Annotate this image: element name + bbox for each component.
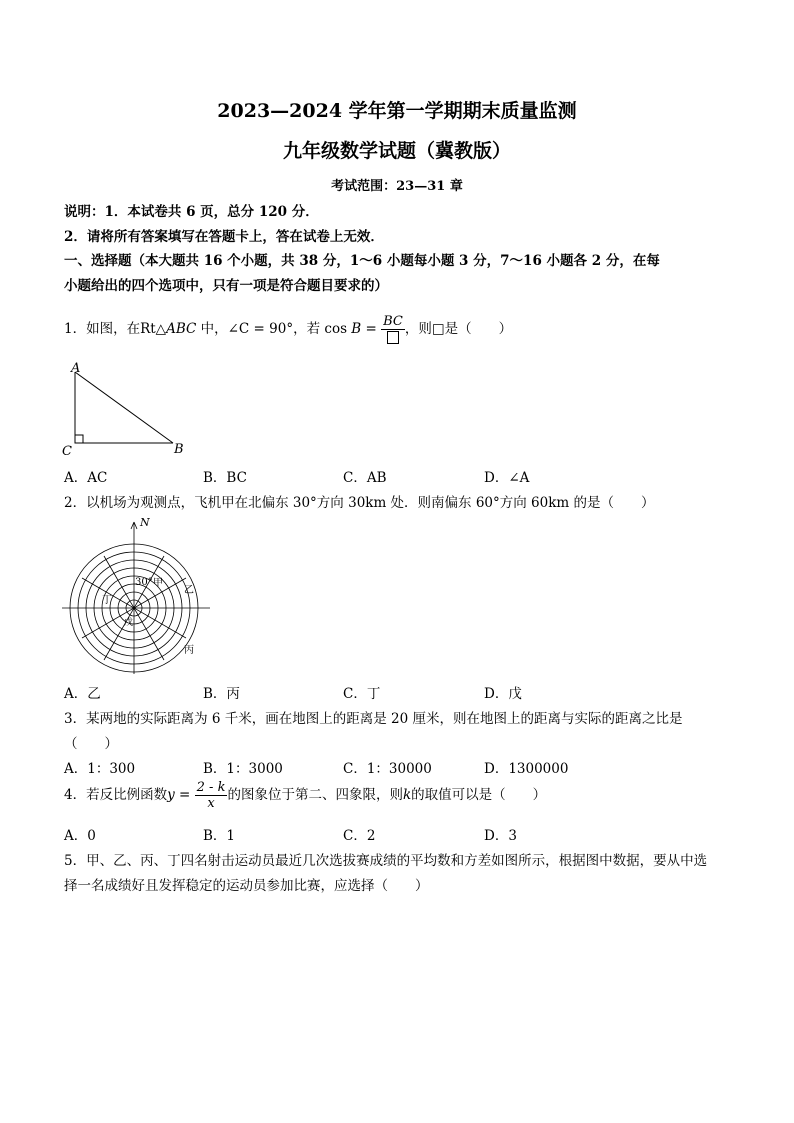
q2-option-b[interactable]: B．丙 xyxy=(203,686,240,702)
section-heading-line-1: 一、选择题（本大题共 16 个小题，共 38 分，1～6 小题每小题 3 分，7～16 小题各 2 分，在每 xyxy=(64,253,660,269)
q3-option-c[interactable]: C．1：30000 xyxy=(343,761,432,777)
q1-option-d[interactable]: D．∠A xyxy=(484,470,530,486)
exam-subtitle: 九年级数学试题（冀教版） xyxy=(282,140,511,162)
q4-option-b[interactable]: B．1 xyxy=(203,828,236,844)
ding-label: 丁 xyxy=(102,595,112,606)
jia-label: 甲 xyxy=(153,578,163,589)
question-5-stem-line-2: 择一名成绩好且发挥稳定的运动员参加比赛，应选择（ ） xyxy=(64,878,429,894)
q1-option-a[interactable]: A．AC xyxy=(64,470,108,486)
q2-option-a[interactable]: A．乙 xyxy=(64,686,101,702)
wu-label: 戊 xyxy=(124,618,134,628)
blank-box xyxy=(387,331,399,344)
q3-option-d[interactable]: D．1300000 xyxy=(484,761,569,777)
question-3-stem-line-2: （ ） xyxy=(64,736,118,752)
vertex-a-label: A xyxy=(71,361,81,376)
bing-label: 丙 xyxy=(184,645,194,656)
question-1-stem: 1．如图，在Rt△ABC 中，∠C = 90°，若 cos B = BC ，则□是（ ） xyxy=(64,314,512,345)
question-4-stem: 4．若反比例函数y = $\frac{2 - k}{x}$ 的图象位于第二、四象限，则k的取值可以是（ ） xyxy=(64,780,547,811)
exam-title: 2023—2024 学年第一学期期末质量监测 xyxy=(217,100,577,122)
question-5-stem-line-1: 5．甲、乙、丙、丁四名射击运动员最近几次选拔赛成绩的平均数和方差如图所示，根据图中数据，要从中选 xyxy=(64,853,708,869)
yi-label: 乙 xyxy=(184,585,194,596)
angle-30-label: 30° xyxy=(135,577,153,588)
note-line-1: 说明：1．本试卷共 6 页，总分 120 分． xyxy=(64,204,319,220)
polar-direction-figure xyxy=(62,513,212,675)
triangle-figure xyxy=(60,360,200,460)
note-line-2: 2．请将所有答案填写在答题卡上，答在试卷上无效． xyxy=(64,229,384,245)
q2-option-d[interactable]: D．戊 xyxy=(484,686,522,702)
q4-option-d[interactable]: D．3 xyxy=(484,828,517,844)
q3-option-a[interactable]: A．1：300 xyxy=(64,761,136,777)
function-fraction: $\frac{2 - k}{x}$ xyxy=(196,780,226,811)
north-label: N xyxy=(140,516,150,529)
vertex-b-label: B xyxy=(174,442,184,457)
section-heading-line-2: 小题给出的四个选项中，只有一项是符合题目要求的） xyxy=(64,278,388,294)
q3-option-b[interactable]: B．1：3000 xyxy=(203,761,283,777)
q1-option-c[interactable]: C．AB xyxy=(343,470,387,486)
question-2-stem: 2．以机场为观测点，飞机甲在北偏东 30°方向 30km 处．则南偏东 60°方向 60km 的是（ ） xyxy=(64,495,655,511)
q4-option-a[interactable]: A．0 xyxy=(64,828,96,844)
question-3-stem-line-1: 3．某两地的实际距离为 6 千米，画在地图上的距离是 20 厘米，则在地图上的距离与实际的距离之比是 xyxy=(64,711,683,727)
q2-option-c[interactable]: C．丁 xyxy=(343,686,381,702)
cos-fraction: BC xyxy=(381,314,405,345)
vertex-c-label: C xyxy=(62,444,72,459)
q4-option-c[interactable]: C．2 xyxy=(343,828,376,844)
q1-option-b[interactable]: B．BC xyxy=(203,470,247,486)
exam-range: 考试范围：23—31 章 xyxy=(331,179,463,194)
